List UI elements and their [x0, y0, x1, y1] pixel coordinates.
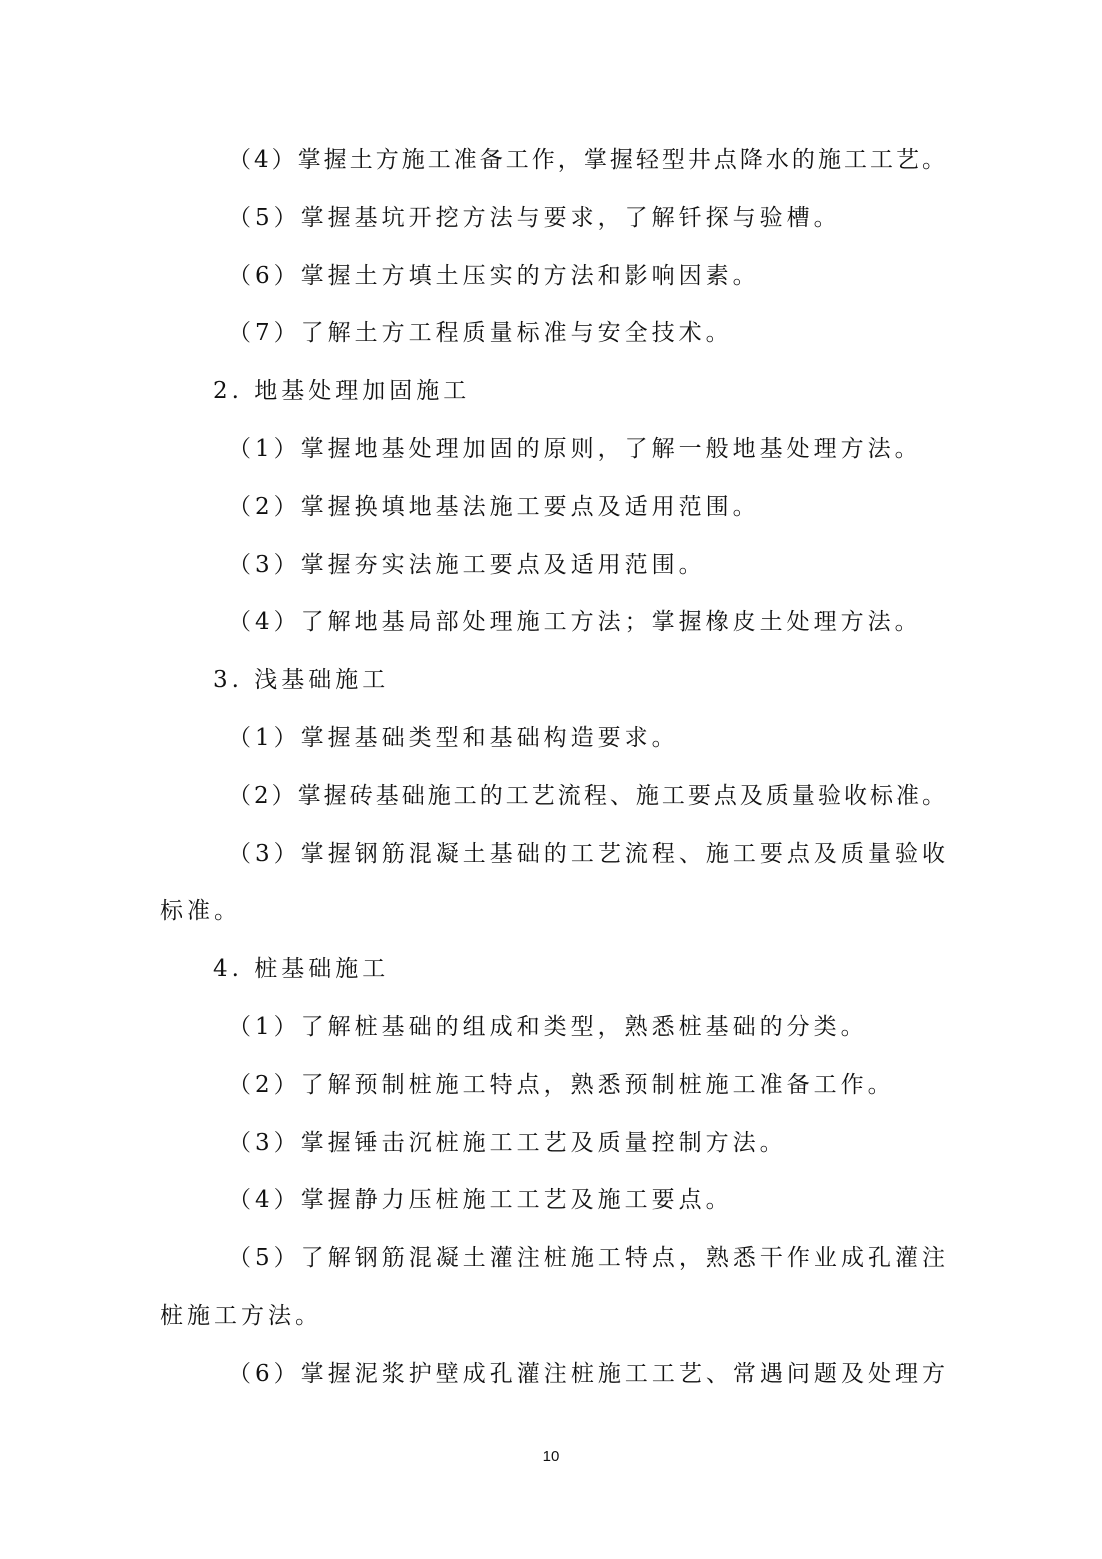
section-heading: 2. 地基处理加固施工 — [213, 378, 471, 405]
text-line: （2）掌握砖基础施工的工艺流程、施工要点及质量验收标准。 — [228, 782, 945, 809]
text-line: （3）掌握锤击沉桩施工工艺及质量控制方法。 — [228, 1129, 787, 1156]
text-line: （1）掌握基础类型和基础构造要求。 — [228, 725, 679, 751]
section-heading: 3. 浅基础施工 — [213, 667, 390, 694]
text-line: （5）掌握基坑开挖方法与要求，了解钎探与验槽。 — [228, 204, 841, 231]
text-line: 桩施工方法。 — [160, 1303, 322, 1329]
text-line: （3）掌握夯实法施工要点及适用范围。 — [228, 551, 706, 578]
text-line: （3）掌握钢筋混凝土基础的工艺流程、施工要点及质量验收 — [228, 840, 945, 867]
text-line: （2）了解预制桩施工特点，熟悉预制桩施工准备工作。 — [228, 1071, 895, 1098]
section-heading: 4. 桩基础施工 — [213, 956, 390, 983]
text-line: （1）了解桩基础的组成和类型，熟悉桩基础的分类。 — [228, 1014, 868, 1040]
text-line: （7）了解土方工程质量标准与安全技术。 — [228, 320, 733, 347]
text-line: （1）掌握地基处理加固的原则，了解一般地基处理方法。 — [228, 436, 922, 462]
text-line: （5）了解钢筋混凝土灌注桩施工特点，熟悉干作业成孔灌注 — [228, 1245, 945, 1272]
page-number: 10 — [542, 1448, 560, 1465]
text-line: （4）了解地基局部处理施工方法；掌握橡皮土处理方法。 — [228, 609, 922, 636]
text-line: （6）掌握土方填土压实的方法和影响因素。 — [228, 262, 760, 289]
text-line: 标准。 — [160, 898, 241, 925]
text-line: （4）掌握静力压桩施工工艺及施工要点。 — [228, 1187, 733, 1214]
text-line: （4）掌握土方施工准备工作，掌握轻型井点降水的施工工艺。 — [228, 147, 945, 173]
text-line: （2）掌握换填地基法施工要点及适用范围。 — [228, 493, 760, 520]
text-line: （6）掌握泥浆护壁成孔灌注桩施工工艺、常遇问题及处理方 — [228, 1360, 945, 1387]
